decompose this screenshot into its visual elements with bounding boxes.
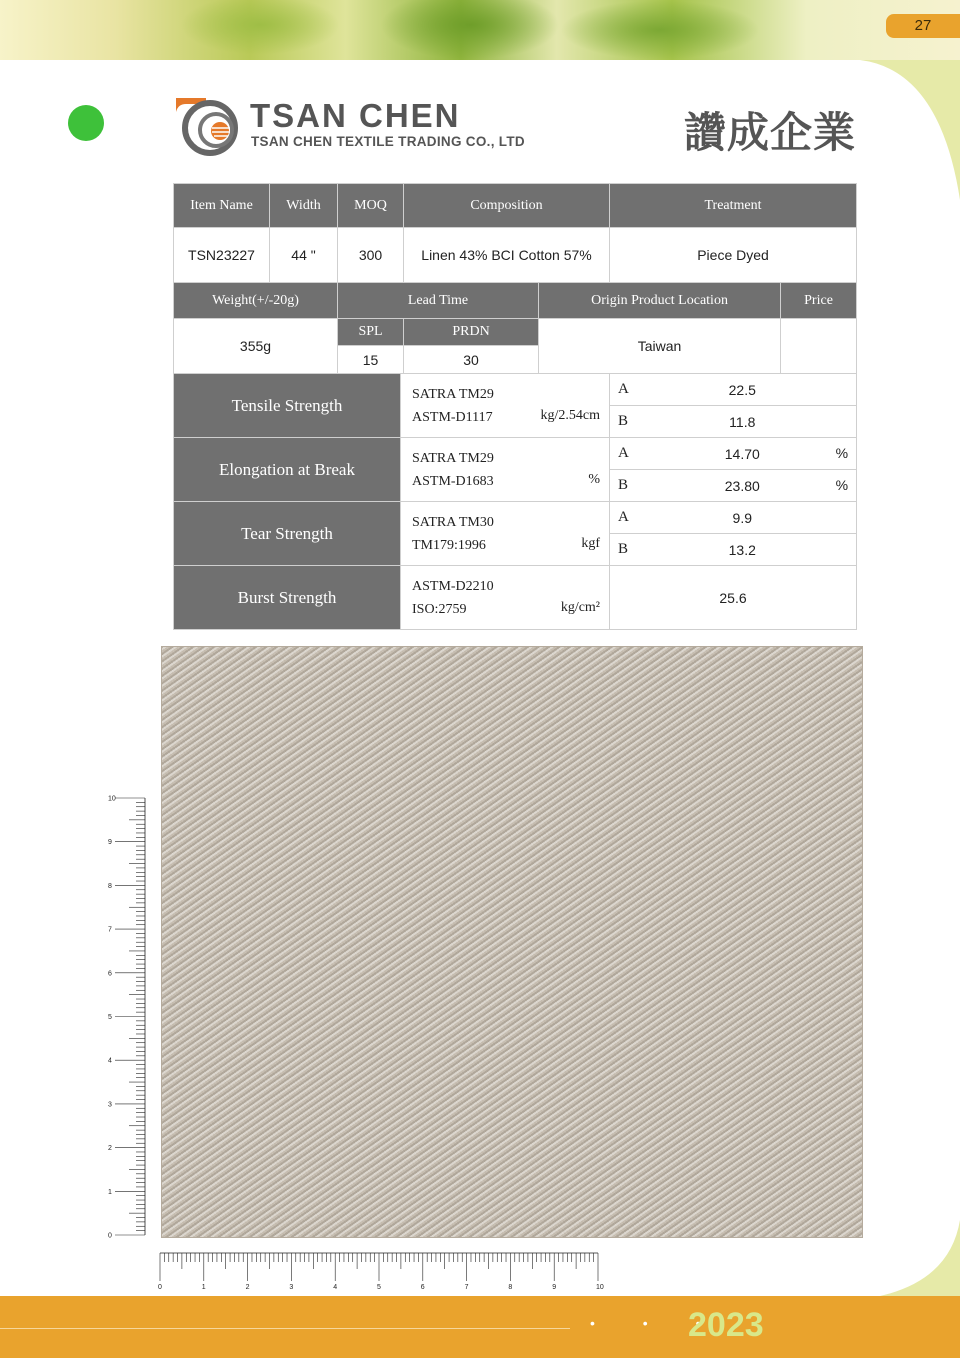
test-method-elongation: SATRA TM29 ASTM-D1683 % [401, 438, 610, 502]
header-treatment: Treatment [610, 184, 857, 228]
ruler-label: 10 [108, 795, 116, 803]
test-name-tensile: Tensile Strength [174, 374, 401, 438]
header-spl: SPL [338, 319, 404, 346]
ruler-label: 9 [108, 839, 112, 847]
value-prdn: 30 [404, 346, 539, 374]
ruler-label: 7 [108, 926, 112, 934]
ruler-label: 8 [108, 882, 112, 890]
burst-value: 25.6 [610, 566, 857, 630]
tsan-chen-logo-icon [172, 96, 238, 156]
top-banner [0, 0, 960, 60]
header-weight: Weight(+/-20g) [174, 283, 338, 319]
brand-name: TSAN CHEN [250, 97, 461, 134]
elongation-a-label: A [610, 438, 629, 470]
ruler-label: 6 [108, 970, 112, 978]
ruler-label: 0 [108, 1232, 112, 1240]
corner-decoration [840, 1220, 960, 1300]
ruler-label: 5 [108, 1014, 112, 1021]
ruler-label: 2 [108, 1145, 112, 1153]
ruler-label: 4 [333, 1284, 338, 1291]
ruler-label: 10 [596, 1284, 604, 1291]
tensile-a-label: A [610, 374, 629, 406]
value-moq: 300 [338, 228, 404, 283]
fabric-swatch-image [162, 647, 862, 1237]
tear-b-value: 13.2 [629, 534, 857, 566]
header-origin: Origin Product Location [539, 283, 781, 319]
header-composition: Composition [404, 184, 610, 228]
test-name-burst: Burst Strength [174, 566, 401, 630]
footer-dots: • • • [590, 1315, 723, 1331]
value-width: 44 " [270, 228, 338, 283]
tensile-a-value: 22.5 [629, 374, 857, 406]
ruler-label: 4 [108, 1057, 112, 1065]
ruler-label: 5 [377, 1284, 381, 1291]
test-method-burst: ASTM-D2210 ISO:2759 kg/cm² [401, 566, 610, 630]
ruler-label: 1 [108, 1188, 112, 1196]
tear-b-label: B [610, 534, 629, 566]
ruler-label: 3 [108, 1101, 112, 1109]
footer-bar [0, 1296, 960, 1358]
ruler-label: 6 [420, 1284, 425, 1291]
ruler-label: 1 [201, 1284, 206, 1291]
header-moq: MOQ [338, 184, 404, 228]
page-number: 27 [886, 14, 960, 38]
value-price [781, 319, 857, 374]
tear-a-value: 9.9 [629, 502, 857, 534]
header-prdn: PRDN [404, 319, 539, 346]
value-origin: Taiwan [539, 319, 781, 374]
test-method-tensile: SATRA TM29 ASTM-D1117 kg/2.54cm [401, 374, 610, 438]
header-price: Price [781, 283, 857, 319]
green-dot-icon [68, 105, 104, 141]
elongation-a-value: 14.70 % [629, 438, 857, 470]
tear-a-label: A [610, 502, 629, 534]
value-spl: 15 [338, 346, 404, 374]
elongation-b-value: 23.80 % [629, 470, 857, 502]
ruler-label: 3 [289, 1284, 294, 1291]
value-composition: Linen 43% BCI Cotton 57% [404, 228, 610, 283]
ruler-label: 0 [158, 1284, 162, 1291]
tensile-b-value: 11.8 [629, 406, 857, 438]
header-item-name: Item Name [174, 184, 270, 228]
test-method-tear: SATRA TM30 TM179:1996 kgf [401, 502, 610, 566]
value-treatment: Piece Dyed [610, 228, 857, 283]
test-name-elongation: Elongation at Break [174, 438, 401, 502]
footer-line [0, 1328, 570, 1329]
brand-subtitle: TSAN CHEN TEXTILE TRADING CO., LTD [251, 134, 525, 149]
ruler-label: 7 [464, 1284, 469, 1291]
header-width: Width [270, 184, 338, 228]
horizontal-ruler [150, 1248, 610, 1293]
ruler-label: 2 [245, 1284, 250, 1291]
ruler-label: 9 [552, 1284, 557, 1291]
test-name-tear: Tear Strength [174, 502, 401, 566]
tensile-b-label: B [610, 406, 629, 438]
header-lead-time: Lead Time [338, 283, 539, 319]
ruler-label: 8 [508, 1284, 513, 1291]
footer-year: 2023 [688, 1306, 764, 1344]
vertical-ruler [100, 790, 150, 1245]
brand-chinese-name: 讚成企業 [684, 108, 857, 157]
spec-table [173, 183, 857, 630]
right-decoration [860, 60, 960, 200]
value-weight: 355g [174, 319, 338, 374]
elongation-b-label: B [610, 470, 629, 502]
value-item-name: TSN23227 [174, 228, 270, 283]
